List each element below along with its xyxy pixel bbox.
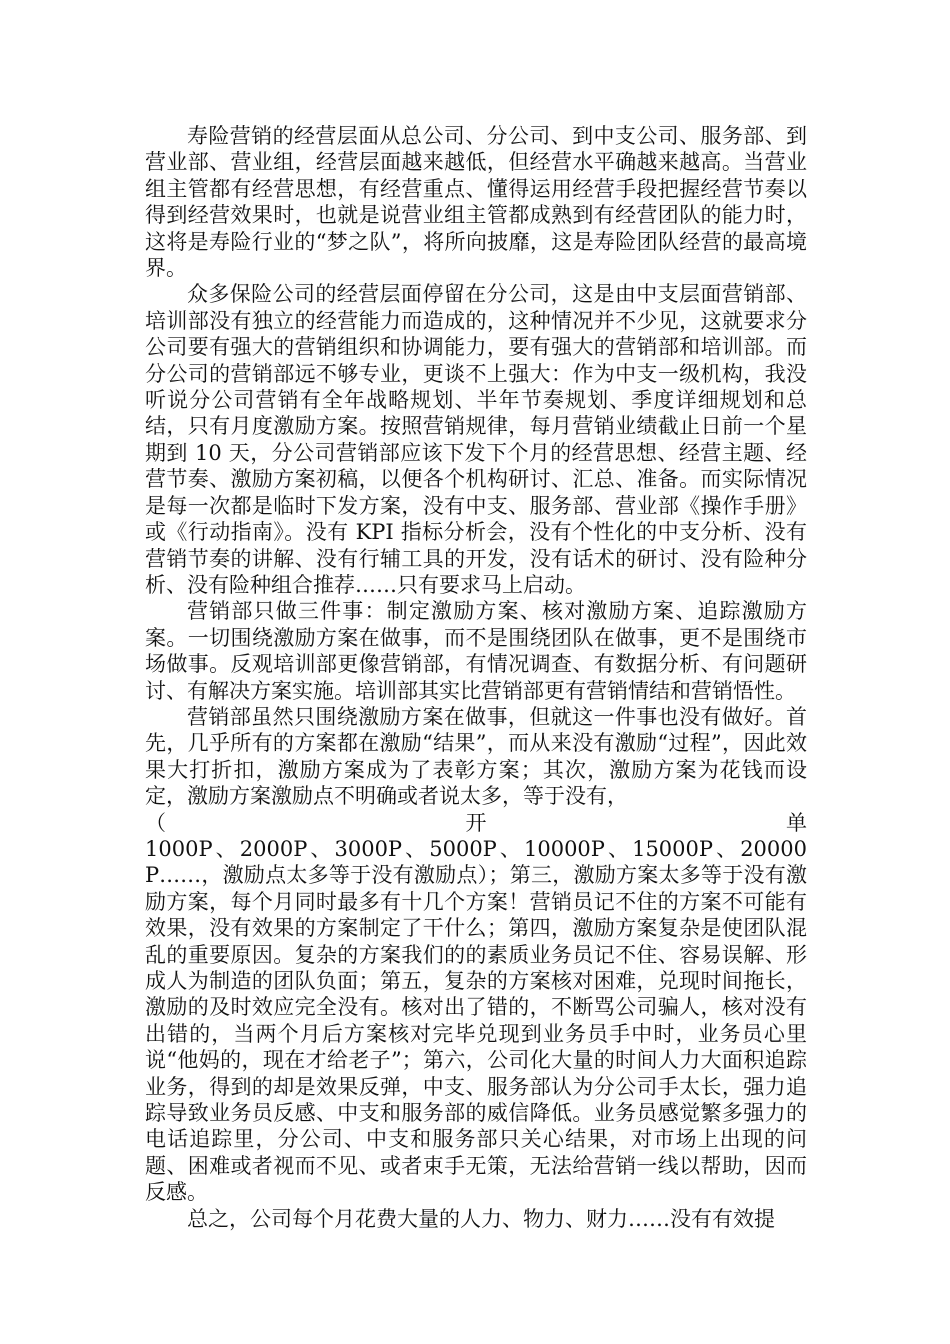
paragraph-1: 寿险营销的经营层面从总公司、分公司、到中支公司、服务部、到营业部、营业组，经营层面越来越低，但经营水平确越来越高。当营业组主管都有经营思想，有经营重点、懂得运用经营手段把握经营节奏以得到经营效果时，也就是说营业组主管都成熟到有经营团队的能力时，这将是寿险行业的“梦之队”，将所向披靡，这是寿险团队经营的最高境界。 — [145, 124, 807, 281]
paragraph-4-spaced-line: （ 开 单 — [145, 810, 807, 835]
paragraph-4: 营销部虽然只围绕激励方案在做事，但就这一件事也没有做好。首先，几乎所有的方案都在激励“结果”，而从来没有激励“过程”，因此效果大打折扣，激励方案成为了表彰方案；其次，激励方案为花钱而设定，激励方案激励点不明确或者说太多，等于没有， — [145, 704, 807, 809]
paragraph-2: 众多保险公司的经营层面停留在分公司，这是由中支层面营销部、培训部没有独立的经营能力而造成的，这种情况并不少见，这就要求分公司要有强大的营销组织和协调能力，要有强大的营销部和培训部。而分公司的营销部远不够专业，更谈不上强大：作为中支一级机构，我没听说分公司营销有全年战略规划、半年节奏规划、季度详细规划和总结，只有月度激励方案。按照营销规律，每月营销业绩截止日前一个星期到 10 天，分公司营销部应该下发下个月的经营思想、经营主题、经营节奏、激励方案初稿，以便各个机构研讨、汇总、准备。而实际情况是每一次都是临时下发方案，没有中支、服务部、营业部《操作手册》或《行动指南》。没有 KPI 指标分析会，没有个性化的中支分析、没有营销节奏的讲解、没有行辅工具的开发，没有话术的研讨、没有险种分析、没有险种组合推荐……只有要求马上启动。 — [145, 282, 807, 597]
paragraph-5: 总之，公司每个月花费大量的人力、物力、财力……没有有效提 — [187, 1206, 775, 1231]
document-body — [145, 123, 807, 1232]
paragraph-4-continued: 1000P、2000P、3000P、5000P、10000P、15000P、20000P……，激励点太多等于没有激励点）；第三，激励方案太多等于没有激励方案，每个月同时最多有十几个方案！营销员记不住的方案不可能有效果，没有效果的方案制定了干什么；第四，激励方案复杂是使团队混乱的重要原因。复杂的方案我们的的素质业务员记不住、容易误解、形成人为制造的团队负面；第五，复杂的方案核对困难，兑现时间拖长，激励的及时效应完全没有。核对出了错的，不断骂公司骗人，核对没有出错的，当两个月后方案核对完毕兑现到业务员手中时，业务员心里说“他妈的，现在才给老子”；第六，公司化大量的时间人力大面积追踪业务，得到的却是效果反弹，中支、服务部认为分公司手太长，强力追踪导致业务员反感、中支和服务部的威信降低。业务员感觉繁多强力的电话追踪里，分公司、中支和服务部只关心结果，对市场上出现的问题、困难或者视而不见、或者束手无策，无法给营销一线以帮助，因而反感。 — [145, 836, 807, 1205]
paragraph-3: 营销部只做三件事：制定激励方案、核对激励方案、追踪激励方案。一切围绕激励方案在做事，而不是围绕团队在做事，更不是围绕市场做事。反观培训部更像营销部，有情况调查、有数据分析、有问题研讨、有解决方案实施。培训部其实比营销部更有营销情结和营销悟性。 — [145, 599, 807, 703]
